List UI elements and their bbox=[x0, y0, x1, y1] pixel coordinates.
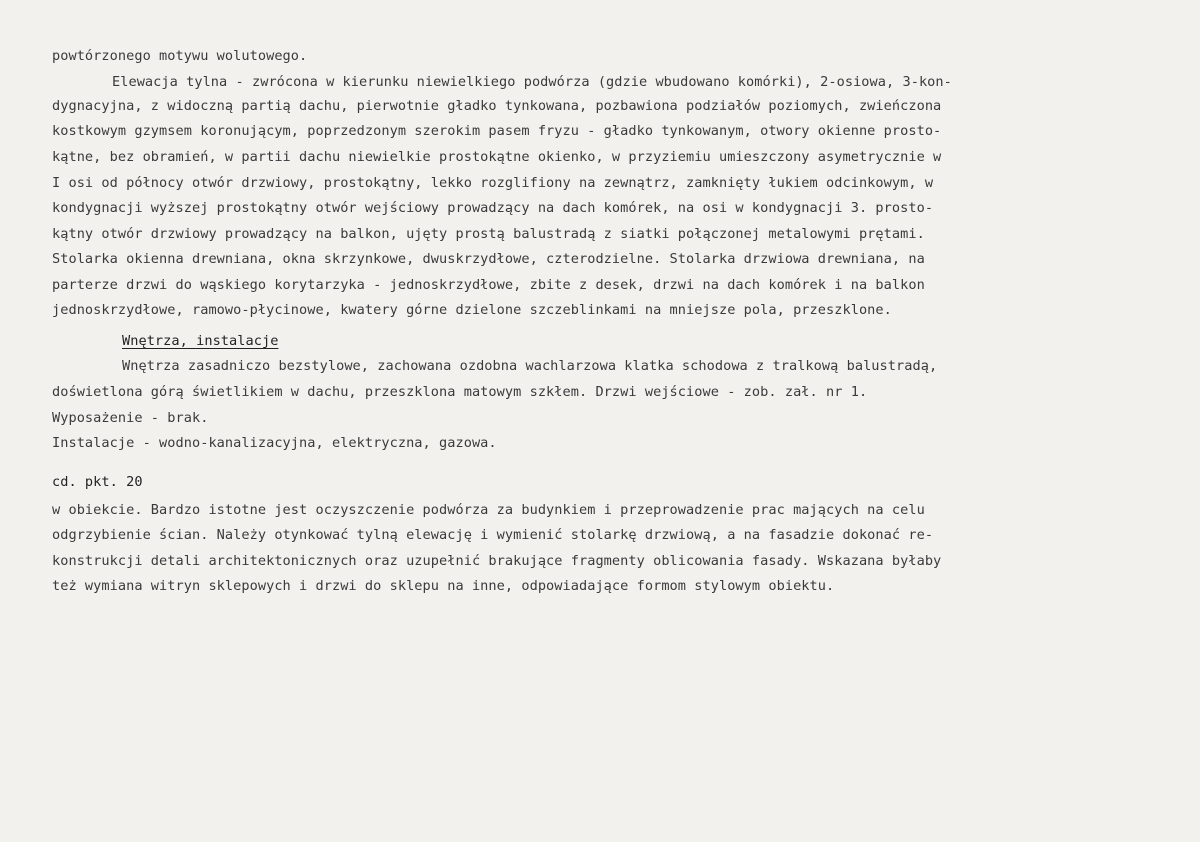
text-line: I osi od północy otwór drzwiowy, prostokątny, lekko rozglifiony na zewnątrz, zamknięty łukiem odcinkowym, w bbox=[52, 175, 934, 191]
text-line: Wyposażenie - brak. bbox=[52, 410, 209, 426]
text-line: też wymiana witryn sklepowych i drzwi do sklepu na inne, odpowiadające formom stylowym obiektu. bbox=[52, 578, 835, 594]
section-heading: Wnętrza, instalacje bbox=[122, 333, 279, 349]
text-line: kostkowym gzymsem koronującym, poprzedzonym szerokim pasem fryzu - gładko tynkowanym, otwory okienne prosto- bbox=[52, 123, 942, 139]
text-line: Wnętrza zasadniczo bezstylowe, zachowana ozdobna wachlarzowa klatka schodowa z tralkową balustradą, bbox=[122, 358, 938, 374]
text-line: doświetlona górą świetlikiem w dachu, przeszklona matowym szkłem. Drzwi wejściowe - zob. zał. nr 1. bbox=[52, 384, 868, 400]
text-line: Elewacja tylna - zwrócona w kierunku niewielkiego podwórza (gdzie wbudowano komórki), 2-osiowa, 3-kon- bbox=[112, 74, 952, 90]
text-line: konstrukcji detali architektonicznych oraz uzupełnić brakujące fragmenty oblicowania fasady. Wskazana byłaby bbox=[52, 553, 942, 569]
text-line: dygnacyjna, z widoczną partią dachu, pierwotnie gładko tynkowana, pozbawiona podziałów poziomych, zwieńczona bbox=[52, 98, 942, 114]
section-heading: cd. pkt. 20 bbox=[52, 474, 143, 490]
text-line: kondygnacji wyższej prostokątny otwór wejściowy prowadzący na dach komórek, na osi w kondygnacji 3. prosto- bbox=[52, 200, 934, 216]
text-line: Stolarka okienna drewniana, okna skrzynkowe, dwuskrzydłowe, czterodzielne. Stolarka drzwiowa drewniana, na bbox=[52, 251, 925, 267]
text-line: odgrzybienie ścian. Należy otynkować tylną elewację i wymienić stolarkę drzwiową, a na fasadzie dokonać re- bbox=[52, 527, 934, 543]
text-line: powtórzonego motywu wolutowego. bbox=[52, 48, 308, 64]
text-line: parterze drzwi do wąskiego korytarzyka - jednoskrzydłowe, zbite z desek, drzwi na dach komórek i na balkon bbox=[52, 277, 925, 293]
text-line: w obiekcie. Bardzo istotne jest oczyszczenie podwórza za budynkiem i przeprowadzenie prac mających na celu bbox=[52, 502, 925, 518]
text-line: kątne, bez obramień, w partii dachu niewielkie prostokątne okienko, w przyziemiu umieszczony asymetrycznie w bbox=[52, 149, 942, 165]
text-line: kątny otwór drzwiowy prowadzący na balkon, ujęty prostą balustradą z siatki połączonej metalowymi prętami. bbox=[52, 226, 925, 242]
text-line: jednoskrzydłowe, ramowo-płycinowe, kwatery górne dzielone szczeblinkami na mniejsze pola, przeszklone. bbox=[52, 302, 892, 318]
text-line: Instalacje - wodno-kanalizacyjna, elektryczna, gazowa. bbox=[52, 435, 497, 451]
